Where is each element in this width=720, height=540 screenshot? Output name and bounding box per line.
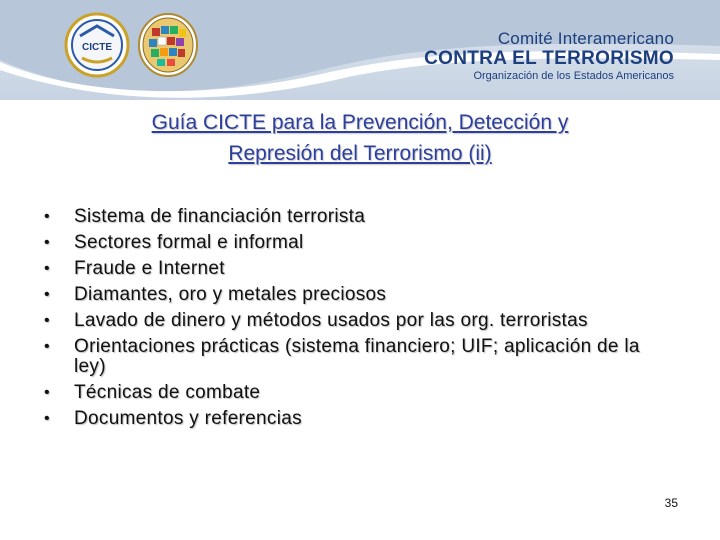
cicte-logo-text: CICTE: [82, 42, 112, 53]
bullet-dot: •: [44, 286, 50, 303]
bullet-list: [0, 204, 700, 432]
cicte-brand-text: [424, 30, 674, 82]
bullet-item: [0, 256, 700, 282]
bullet-dot: •: [44, 338, 50, 355]
brand-line-committee: Comité Interamericano: [497, 29, 674, 48]
bullet-item: [0, 380, 700, 406]
bullet-text: Diamantes, oro y metales preciosos: [74, 284, 387, 305]
bullet-text: Técnicas de combate: [74, 382, 261, 403]
bullet-text: Lavado de dinero y métodos usados por las org. terroristas: [74, 310, 588, 331]
brand-line-oas: Organización de los Estados Americanos: [473, 70, 674, 82]
bullet-item: [0, 308, 700, 334]
bullet-dot: •: [44, 312, 50, 329]
brand-line-terrorism: CONTRA EL TERRORISMO: [424, 48, 674, 69]
bullet-dot: •: [44, 260, 50, 277]
bullet-dot: •: [44, 234, 50, 251]
slide-title: [60, 107, 660, 169]
bullet-text: Sistema de financiación terrorista: [74, 206, 366, 227]
slide-title-line2: Represión del Terrorismo (ii): [228, 142, 492, 165]
bullet-item: [0, 334, 700, 380]
oas-seal-logo: [137, 12, 199, 78]
bullet-item: [0, 282, 700, 308]
bullet-item: [0, 406, 700, 432]
bullet-text: Sectores formal e informal: [74, 232, 304, 253]
bullet-item: [0, 230, 700, 256]
bullet-text: Fraude e Internet: [74, 258, 225, 279]
cicte-logo: [64, 12, 130, 78]
page-number: 35: [664, 496, 678, 510]
bullet-dot: •: [44, 208, 50, 225]
bullet-dot: •: [44, 410, 50, 427]
bullet-text: Orientaciones prácticas (sistema financiero; UIF; aplicación de la ley): [74, 336, 640, 377]
header-banner: [0, 0, 720, 100]
slide-title-line1: Guía CICTE para la Prevención, Detección y: [151, 111, 569, 134]
bullet-item: [0, 204, 700, 230]
bullet-dot: •: [44, 384, 50, 401]
bullet-text: Documentos y referencias: [74, 408, 302, 429]
